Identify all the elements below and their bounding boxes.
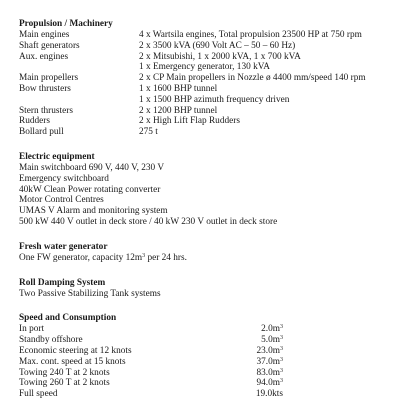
spec-key: Bollard pull xyxy=(19,127,64,138)
spec-row-aux-engines xyxy=(19,52,409,63)
spec-value: 2 x 3500 kVA (690 Volt AC – 50 – 60 Hz) xyxy=(139,40,296,51)
spec-sheet xyxy=(19,18,409,400)
speed-value: $5.0m^3$ xyxy=(261,335,283,346)
speed-row xyxy=(19,335,283,346)
spec-row-bow-thrusters xyxy=(19,84,409,95)
spec-value: 1 x Emergency generator, 130 kVA xyxy=(139,62,270,73)
speed-value: $2.0m^3$ xyxy=(261,324,283,335)
spec-row-aux-engines-cont xyxy=(19,62,409,73)
speed-table xyxy=(19,324,409,400)
spec-value: 2 x High Lift Flap Rudders xyxy=(139,116,240,127)
speed-row xyxy=(19,389,283,400)
speed-row xyxy=(19,324,283,335)
spec-key: Bow thrusters xyxy=(19,83,71,94)
spec-value: 4 x Wartsila engines, Total propulsion 23500 HP at 750 rpm xyxy=(139,30,362,40)
speed-row xyxy=(19,368,283,379)
spec-row-main-engines xyxy=(19,30,409,41)
spec-row-main-propellers xyxy=(19,73,409,84)
electric-line: 40kW Clean Power rotating converter xyxy=(19,184,161,195)
fresh-water-line: One FW generator, capacity $12m^3$ per 24 hrs. xyxy=(19,252,187,263)
spec-value: 275 t xyxy=(139,127,158,138)
spec-value: 2 x 1200 BHP tunnel xyxy=(139,105,218,116)
spec-value: 1 x 1500 BHP azimuth frequency driven xyxy=(139,94,290,105)
spec-key: Main propellers xyxy=(19,73,79,84)
electric-line: Main switchboard 690 V, 440 V, 230 V xyxy=(19,162,165,173)
speed-key: Standby offshore xyxy=(19,335,83,346)
speed-row xyxy=(19,357,283,368)
speed-heading: Speed and Consumption xyxy=(19,313,117,324)
electric-heading: Electric equipment xyxy=(19,151,95,162)
spec-key: Shaft generators xyxy=(19,40,80,51)
spec-value: 1 x 1600 BHP tunnel xyxy=(139,83,218,94)
roll-damping-line: Two Passive Stabilizing Tank systems xyxy=(19,288,161,299)
propulsion-table xyxy=(19,30,409,138)
speed-key: Towing 260 T at 2 knots xyxy=(19,378,110,389)
electric-line: Emergency switchboard xyxy=(19,173,109,184)
speed-value: $23.0m^3$ xyxy=(256,345,283,356)
spec-value: 2 x CP Main propellers in Nozzle ø 4400 mm/speed 140 rpm xyxy=(139,73,366,84)
speed-key: Full speed xyxy=(19,389,58,400)
spec-key: Stern thrusters xyxy=(19,105,73,116)
spec-row-rudders xyxy=(19,116,409,127)
spec-key: Rudders xyxy=(19,116,50,127)
spec-row-bollard-pull xyxy=(19,127,409,138)
speed-key: Towing 240 T at 2 knots xyxy=(19,367,110,378)
spec-row-shaft-generators xyxy=(19,41,409,52)
spec-row-stern-thrusters xyxy=(19,106,409,117)
speed-key: In port xyxy=(19,324,45,335)
electric-line: 500 kW 440 V outlet in deck store / 40 kW 230 V outlet in deck store xyxy=(19,216,278,227)
speed-key: Economic steering at 12 knots xyxy=(19,345,132,356)
speed-value: $94.0m^3$ xyxy=(256,378,283,389)
fresh-water-heading: Fresh water generator xyxy=(19,241,108,252)
spec-key: Aux. engines xyxy=(19,51,69,62)
spec-key: Main engines xyxy=(19,30,70,40)
propulsion-heading: Propulsion / Machinery xyxy=(19,19,113,29)
electric-line: Motor Control Centres xyxy=(19,195,104,206)
spec-value: 2 x Mitsubishi, 1 x 2000 kVA, 1 x 700 kVA xyxy=(139,51,301,62)
speed-value: 19.0kts xyxy=(255,389,283,400)
speed-value: $37.0m^3$ xyxy=(256,356,283,367)
speed-row xyxy=(19,378,283,389)
electric-line: UMAS V Alarm and monitoring system xyxy=(19,206,168,217)
speed-value: $83.0m^3$ xyxy=(256,367,283,378)
spec-row-bow-thrusters-cont xyxy=(19,95,409,106)
speed-row xyxy=(19,346,283,357)
speed-key: Max. cont. speed at 15 knots xyxy=(19,356,126,367)
roll-damping-heading: Roll Damping System xyxy=(19,277,106,288)
